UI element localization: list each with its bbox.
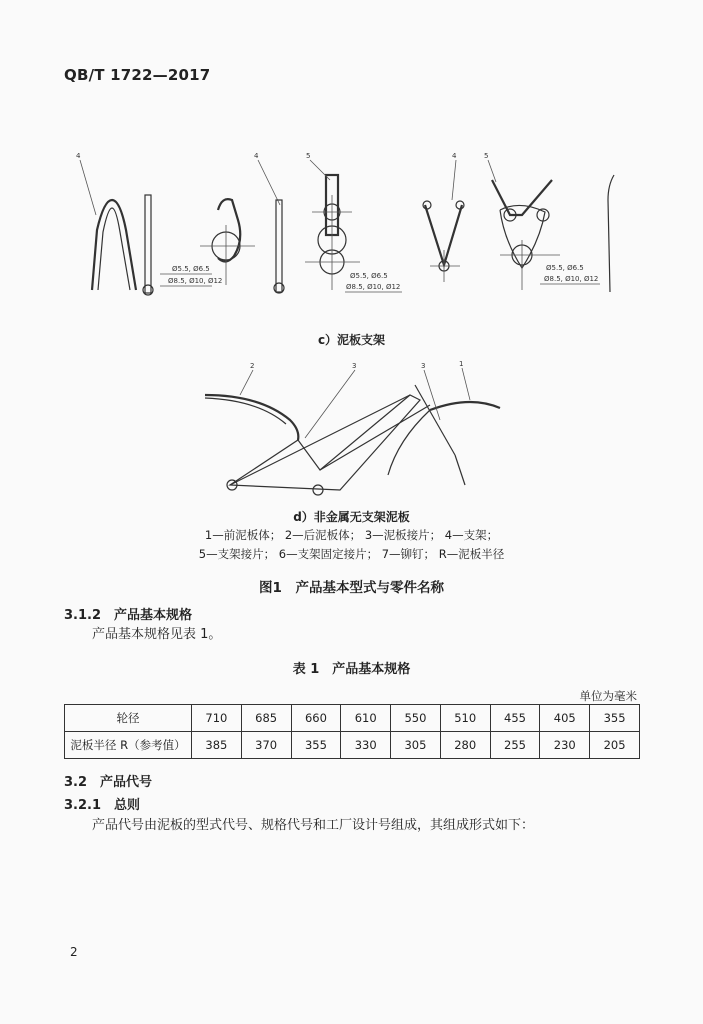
part-label-5-c: 5 <box>484 152 489 160</box>
part-label-4-c: 4 <box>452 152 457 160</box>
table-row <box>65 705 640 732</box>
table-cell: 280 <box>440 732 490 759</box>
table-cell: 385 <box>192 732 242 759</box>
part-label-5-b: 5 <box>306 152 311 160</box>
part-label-4-a: 4 <box>76 152 81 160</box>
section-312-text: 产品基本规格见表 1。 <box>92 627 222 642</box>
d-label-3a: 3 <box>352 362 357 370</box>
dims-a-line2: Ø8.5, Ø10, Ø12 <box>168 277 223 285</box>
table-row <box>65 732 640 759</box>
table-cell: 455 <box>490 705 540 732</box>
page-number: 2 <box>70 945 78 959</box>
dims-b-line2: Ø8.5, Ø10, Ø12 <box>346 283 401 291</box>
table-cell: 355 <box>590 705 640 732</box>
section-321-text: 产品代号由泥板的型式代号、规格代号和工厂设计号组成，其组成形式如下： <box>92 818 535 833</box>
table-cell: 370 <box>241 732 291 759</box>
dimension-lines-a <box>160 265 222 286</box>
table-cell: 330 <box>341 732 391 759</box>
figure-legend-line2: 5—支架接片； 6—支架固定接片； 7—铆钉； R—泥板半径 <box>198 547 505 561</box>
dims-b-line1: Ø5.5, Ø6.5 <box>350 272 388 280</box>
table-cell: 550 <box>391 705 441 732</box>
d-label-3b: 3 <box>421 362 426 370</box>
figure-c-caption: c）泥板支架 <box>317 333 386 347</box>
section-321-heading: 3.2.1 总则 <box>64 798 141 813</box>
table-cell: 685 <box>241 705 291 732</box>
table-cell: 205 <box>590 732 640 759</box>
table-row-header: 泥板半径 R（参考值） <box>65 732 192 759</box>
figure-d-caption: d）非金属无支架泥板 <box>293 510 410 524</box>
stay-v-shape-drawing <box>423 152 464 282</box>
table-cell: 230 <box>540 732 590 759</box>
standard-code: QB/T 1722—2017 <box>64 66 211 84</box>
d-label-1: 1 <box>459 360 464 368</box>
stay-hook-drawing <box>200 152 284 293</box>
section-312-heading: 3.1.2 产品基本规格 <box>64 608 193 623</box>
table-cell: 660 <box>291 705 341 732</box>
stay-y-bracket-drawing <box>484 152 614 292</box>
figure-legend-line1: 1—前泥板体； 2—后泥板体； 3—泥板接片； 4—支架； <box>204 528 499 542</box>
stay-u-shape-drawing <box>76 152 153 295</box>
dims-c-line2: Ø8.5, Ø10, Ø12 <box>544 275 599 283</box>
d-label-2: 2 <box>250 362 255 370</box>
table-cell: 355 <box>291 732 341 759</box>
table-row-header: 轮径 <box>65 705 192 732</box>
table-cell: 510 <box>440 705 490 732</box>
table-cell: 610 <box>341 705 391 732</box>
part-label-4-b: 4 <box>254 152 259 160</box>
table-unit: 单位为毫米 <box>579 689 637 703</box>
table-cell: 305 <box>391 732 441 759</box>
dims-a-line1: Ø5.5, Ø6.5 <box>172 265 210 273</box>
table-title: 表 1 产品基本规格 <box>292 662 411 677</box>
table-cell: 405 <box>540 705 590 732</box>
spec-table <box>64 704 640 759</box>
section-32-heading: 3.2 产品代号 <box>64 775 153 790</box>
table-cell: 255 <box>490 732 540 759</box>
stay-plate-drawing <box>305 152 402 292</box>
dims-c-line1: Ø5.5, Ø6.5 <box>546 264 584 272</box>
bicycle-fender-drawing <box>205 360 500 495</box>
table-cell: 710 <box>192 705 242 732</box>
figure-title: 图1 产品基本型式与零件名称 <box>259 580 444 596</box>
